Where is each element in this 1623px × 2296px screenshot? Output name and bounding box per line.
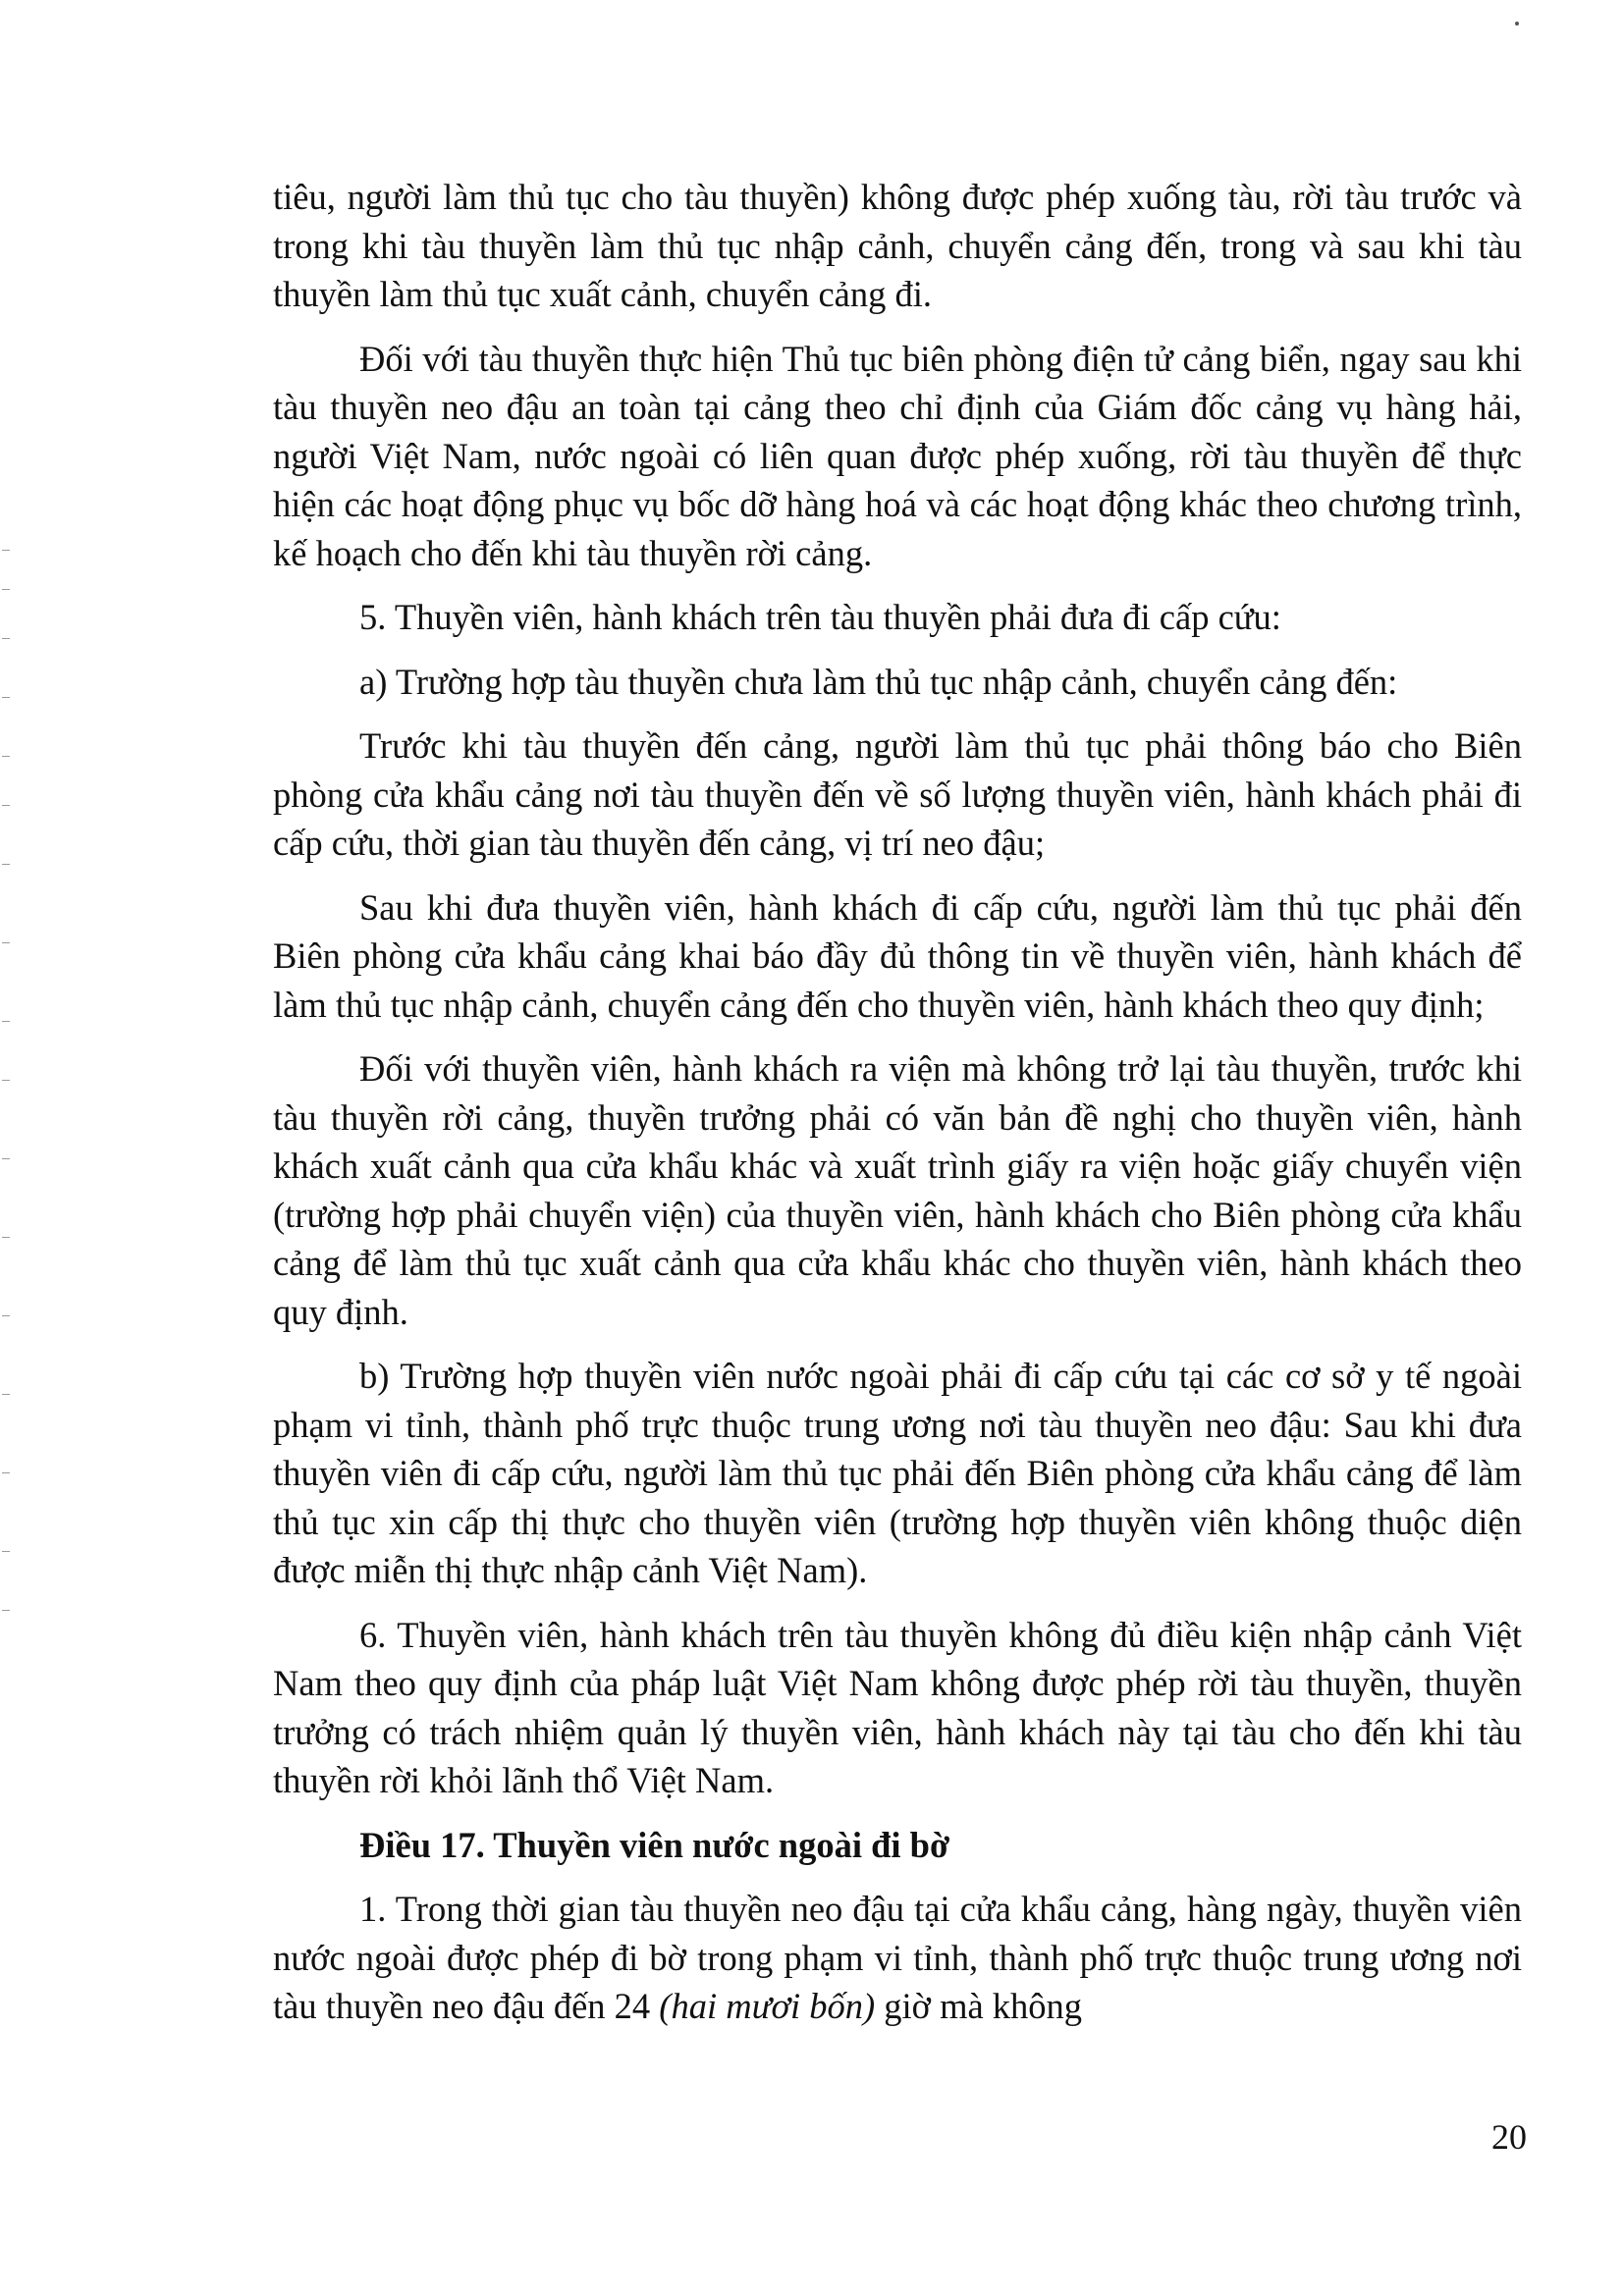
paragraph-3: 5. Thuyền viên, hành khách trên tàu thuyền phải đưa đi cấp cứu: <box>359 597 1281 637</box>
paragraph-8: b) Trường hợp thuyền viên nước ngoài phải đi cấp cứu tại các cơ sở y tế ngoài phạm vi tỉnh, thành phố trực thuộc trung ương nơi tàu thuyền neo đậu: Sau khi đưa thuyền viên đi cấp cứu, người làm thủ tục phải đến Biên phòng cửa khẩu cảng để làm thủ tục xin cấp thị thực cho thuyền viên (trường hợp thuyền viên không thuộc diện được miễn thị thực nhập cảnh Việt Nam). <box>273 1356 1522 1590</box>
paragraph-10-italic: (hai mươi bốn) <box>659 1986 876 2026</box>
document-body <box>273 173 1522 2047</box>
paragraph-10 <box>273 1885 1522 2031</box>
paragraph-1: tiêu, người làm thủ tục cho tàu thuyền) không được phép xuống tàu, rời tàu trước và trong khi tàu thuyền làm thủ tục nhập cảnh, chuyển cảng đến, trong và sau khi tàu thuyền làm thủ tục xuất cảnh, chuyển cảng đi. <box>273 177 1522 314</box>
paragraph-9: 6. Thuyền viên, hành khách trên tàu thuyền không đủ điều kiện nhập cảnh Việt Nam theo quy định của pháp luật Việt Nam không được phép rời tàu thuyền, thuyền trưởng có trách nhiệm quản lý thuyền viên, hành khách này tại tàu cho đến khi tàu thuyền rời khỏi lãnh thổ Việt Nam. <box>273 1614 1522 1800</box>
paragraph-2: Đối với tàu thuyền thực hiện Thủ tục biên phòng điện tử cảng biển, ngay sau khi tàu thuyền neo đậu an toàn tại cảng theo chỉ định của Giám đốc cảng vụ hàng hải, người Việt Nam, nước ngoài có liên quan được phép xuống, rời tàu thuyền để thực hiện các hoạt động phục vụ bốc dỡ hàng hoá và các hoạt động khác theo chương trình, kế hoạch cho đến khi tàu thuyền rời cảng. <box>273 338 1522 573</box>
article-heading: Điều 17. Thuyền viên nước ngoài đi bờ <box>359 1824 950 1865</box>
paragraph-10-tail: giờ mà không <box>875 1986 1083 2026</box>
paragraph-5: Trước khi tàu thuyền đến cảng, người làm thủ tục phải thông báo cho Biên phòng cửa khẩu cảng nơi tàu thuyền đến về số lượng thuyền viên, hành khách phải đi cấp cứu, thời gian tàu thuyền đến cảng, vị trí neo đậu; <box>273 725 1522 863</box>
scan-artifacts <box>0 550 14 1629</box>
paragraph-4: a) Trường hợp tàu thuyền chưa làm thủ tục nhập cảnh, chuyển cảng đến: <box>359 661 1398 702</box>
page-number: 20 <box>1491 2117 1527 2157</box>
paragraph-6: Sau khi đưa thuyền viên, hành khách đi cấp cứu, người làm thủ tục phải đến Biên phòng cửa khẩu cảng khai báo đầy đủ thông tin về thuyền viên, hành khách để làm thủ tục nhập cảnh, chuyển cảng đến cho thuyền viên, hành khách theo quy định; <box>273 886 1522 1025</box>
paragraph-7: Đối với thuyền viên, hành khách ra viện mà không trở lại tàu thuyền, trước khi tàu thuyền rời cảng, thuyền trưởng phải có văn bản đề nghị cho thuyền viên, hành khách xuất cảnh qua cửa khẩu khác và xuất trình giấy ra viện hoặc giấy chuyển viện (trường hợp phải chuyển viện) của thuyền viên, hành khách cho Biên phòng cửa khẩu cảng để làm thủ tục xuất cảnh qua cửa khẩu khác cho thuyền viên, hành khách theo quy định. <box>273 1048 1522 1332</box>
scan-dot <box>1515 22 1519 26</box>
paragraph-10-text: 1. Trong thời gian tàu thuyền neo đậu tại cửa khẩu cảng, hàng ngày, thuyền viên nước ngoài được phép đi bờ trong phạm vi tỉnh, thành phố trực thuộc trung ương nơi tàu thuyền neo đậu đến 24 <box>273 1889 1522 2026</box>
